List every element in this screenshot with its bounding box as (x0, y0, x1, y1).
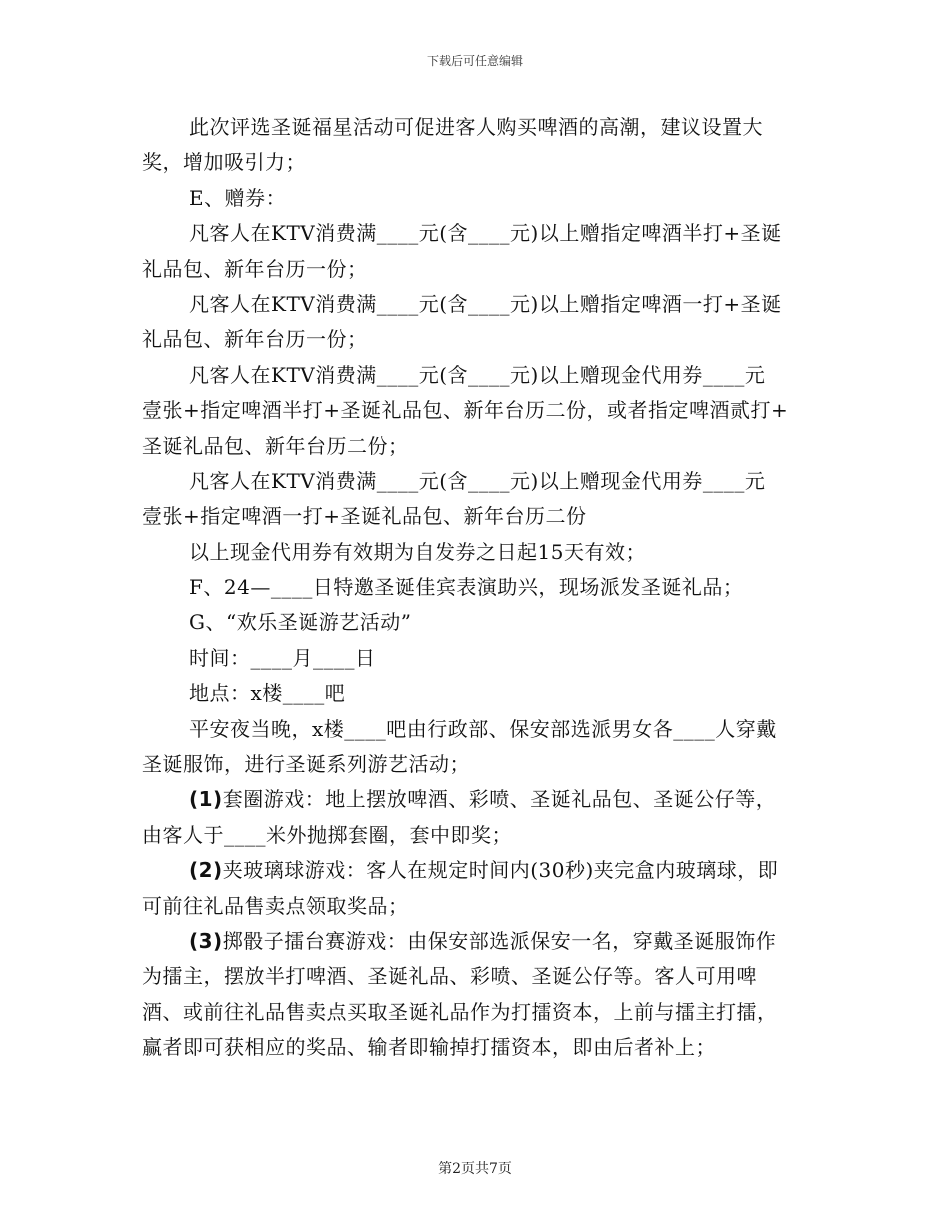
text-line (142, 1030, 812, 1065)
text-line (142, 676, 812, 711)
text-line (142, 924, 812, 959)
line-text: F、24—____日特邀圣诞佳宾表演助兴，现场派发圣诞礼品； (189, 575, 744, 600)
line-text: 凡客人在KTV消费满____元(含____元)以上赠指定啤酒半打+圣诞 (189, 221, 782, 246)
line-text: 时间：____月____日 (189, 645, 376, 670)
text-line (142, 712, 812, 747)
line-text: E、赠券： (189, 185, 287, 210)
text-line (142, 535, 812, 570)
page-header: 下载后可任意编辑 (426, 54, 523, 68)
list-number: (1) (189, 787, 223, 812)
line-text: 酒、或前往礼品售卖点买取圣诞礼品作为打擂资本，上前与擂主打擂， (142, 999, 778, 1024)
line-text: 套圈游戏：地上摆放啤酒、彩喷、圣诞礼品包、圣诞公仔等， (222, 787, 777, 812)
line-text: 夹玻璃球游戏：客人在规定时间内(30秒)夹完盒内玻璃球，即 (222, 858, 779, 883)
text-line (142, 605, 812, 640)
line-text: 掷骰子擂台赛游戏：由保安部选派保安一名，穿戴圣诞服饰作 (222, 928, 777, 953)
line-text: 由客人于____米外抛掷套圈，套中即奖； (142, 822, 512, 847)
line-text: 此次评选圣诞福星活动可促进客人购买啤酒的高潮，建议设置大 (189, 115, 763, 139)
text-line (142, 393, 812, 428)
text-line (142, 110, 812, 145)
line-text: 平安夜当晚，x楼____吧由行政部、保安部选派男女各____人穿戴 (189, 716, 777, 741)
text-line (142, 818, 812, 853)
line-text: 可前往礼品售卖点领取奖品； (142, 893, 409, 918)
line-text: 为擂主，摆放半打啤酒、圣诞礼品、彩喷、圣诞公仔等。客人可用啤 (142, 964, 757, 989)
line-text: G、“欢乐圣诞游艺活动” (189, 610, 412, 635)
page-footer: 第2页共7页 (438, 1161, 512, 1177)
document-body (142, 110, 812, 1066)
text-line (142, 322, 812, 357)
text-line (142, 853, 812, 888)
text-line (142, 570, 812, 605)
text-line (142, 499, 812, 534)
line-text: 圣诞服饰，进行圣诞系列游艺活动； (142, 752, 470, 777)
line-text: 壹张+指定啤酒半打+圣诞礼品包、新年台历二份，或者指定啤酒贰打+ (142, 398, 789, 423)
line-text: 赢者即可获相应的奖品、输者即输掉打擂资本，即由后者补上； (142, 1035, 716, 1060)
text-line (142, 358, 812, 393)
list-number: (3) (189, 928, 223, 953)
line-text: 凡客人在KTV消费满____元(含____元)以上赠现金代用券____元 (189, 468, 766, 493)
list-number: (2) (189, 858, 223, 883)
line-text: 凡客人在KTV消费满____元(含____元)以上赠指定啤酒一打+圣诞 (189, 291, 782, 316)
line-text: 圣诞礼品包、新年台历二份； (142, 433, 409, 458)
text-line (142, 216, 812, 251)
text-line (142, 464, 812, 499)
text-line (142, 747, 812, 782)
line-text: 地点：x楼____吧 (189, 681, 346, 706)
text-line (142, 641, 812, 676)
line-text: 凡客人在KTV消费满____元(含____元)以上赠现金代用券____元 (189, 362, 766, 387)
text-line (142, 287, 812, 322)
text-line (142, 145, 812, 180)
text-line (142, 995, 812, 1030)
text-line (142, 889, 812, 924)
text-line (142, 252, 812, 287)
line-text: 奖，增加吸引力； (142, 150, 306, 175)
line-text: 壹张+指定啤酒一打+圣诞礼品包、新年台历二份 (142, 504, 587, 529)
text-line (142, 782, 812, 817)
line-text: 礼品包、新年台历一份； (142, 256, 368, 281)
line-text: 礼品包、新年台历一份； (142, 327, 368, 352)
text-line (142, 959, 812, 994)
text-line (142, 429, 812, 464)
text-line (142, 181, 812, 216)
line-text: 以上现金代用券有效期为自发券之日起15天有效； (189, 539, 646, 564)
